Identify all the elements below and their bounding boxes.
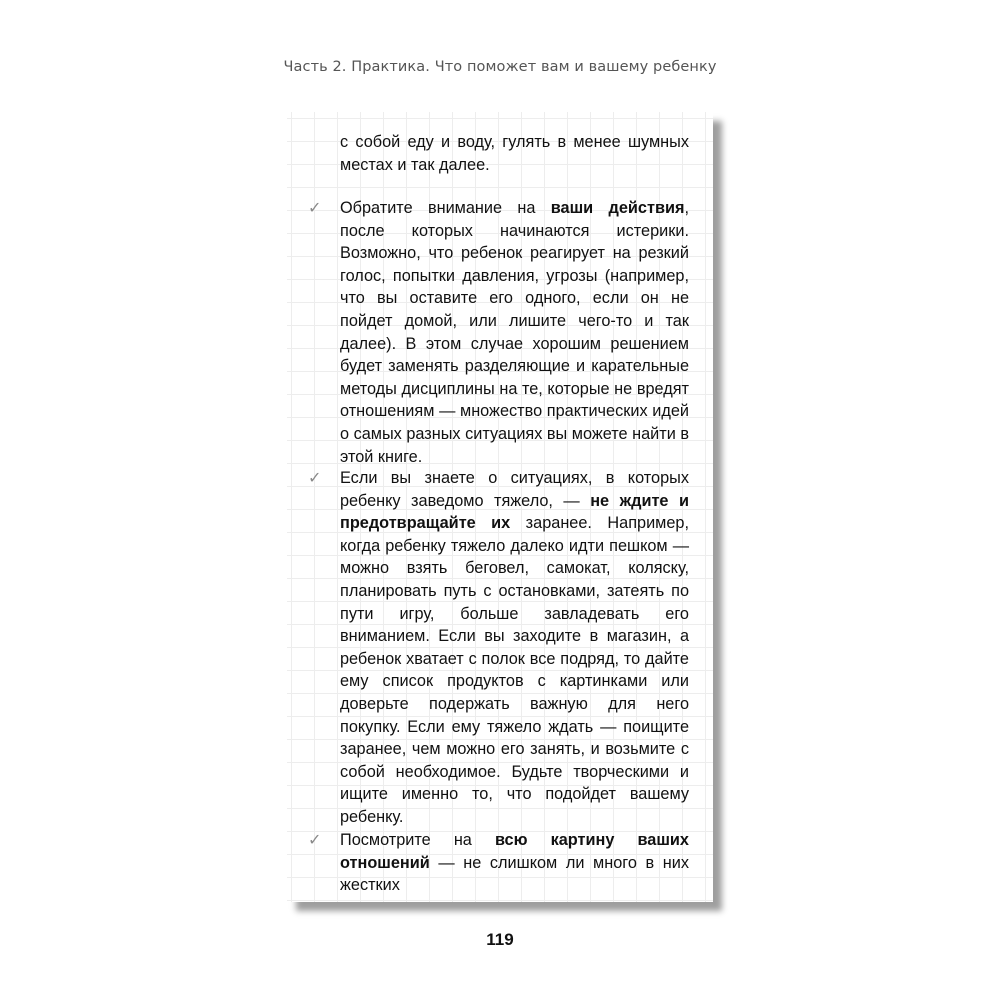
checkmark-icon: ✓ [308, 468, 322, 487]
continuation-paragraph [340, 131, 689, 176]
list-item-text [340, 467, 689, 829]
list-item [308, 829, 689, 897]
text-run: Обратите внимание на [340, 199, 551, 217]
page-card [287, 112, 713, 902]
checkmark-icon: ✓ [308, 198, 322, 217]
running-header: Часть 2. Практика. Что поможет вам и вашему ребенку [283, 59, 717, 75]
checkmark-icon: ✓ [308, 830, 322, 849]
continuation-text: с собой еду и воду, гулять в менее шумных местах и так далее. [340, 133, 689, 174]
text-run: — не слишком ли много в них жестких [340, 853, 689, 895]
text-run: заранее. Например, когда ребенку тяжело далеко идти пешком — можно взять беговел, самокат, коляску, планировать путь с остановками, затеять по пути игру, больше завладевать его вниманием. Если вы заходите в магазин, а ребенок хватает с полок все подряд, то дайте ему список продуктов с картинками или доверьте подержать важную для него покупку. Если ему тяжело ждать — поищите заранее, чем можно его занять, и возьмите с собой необходимое. Будьте творческими и ищите именно то, что подойдет вашему ребенку. [340, 514, 689, 826]
list-item [308, 467, 689, 829]
text-run: Если вы знаете о ситуациях, в которых ребенку заведомо тяжело, — [340, 469, 689, 510]
bold-phrase: всю картину ваших отношений [340, 831, 689, 872]
page-number: 119 [486, 930, 514, 949]
text-run: , после которых начинаются истерики. Возможно, что ребенок реагирует на резкий голос, попытки давления, угрозы (например, что вы оставите его одного, если он не пойдет домой, или лишите чего-то и так далее). В этом случае хорошим решением будет заменять разделяющие и карательные методы дисциплины на те, которые не вредят отношениям — множество практических идей о самых разных ситуациях вы можете найти в этой книге. [340, 199, 689, 466]
bold-phrase: ваши действия [550, 199, 685, 217]
list-item-text [340, 197, 689, 468]
text-run: Посмотрите на [340, 831, 495, 849]
bold-phrase: не ждите и предотвращайте их [340, 491, 689, 533]
list-item [308, 197, 689, 468]
list-item-text [340, 829, 689, 897]
